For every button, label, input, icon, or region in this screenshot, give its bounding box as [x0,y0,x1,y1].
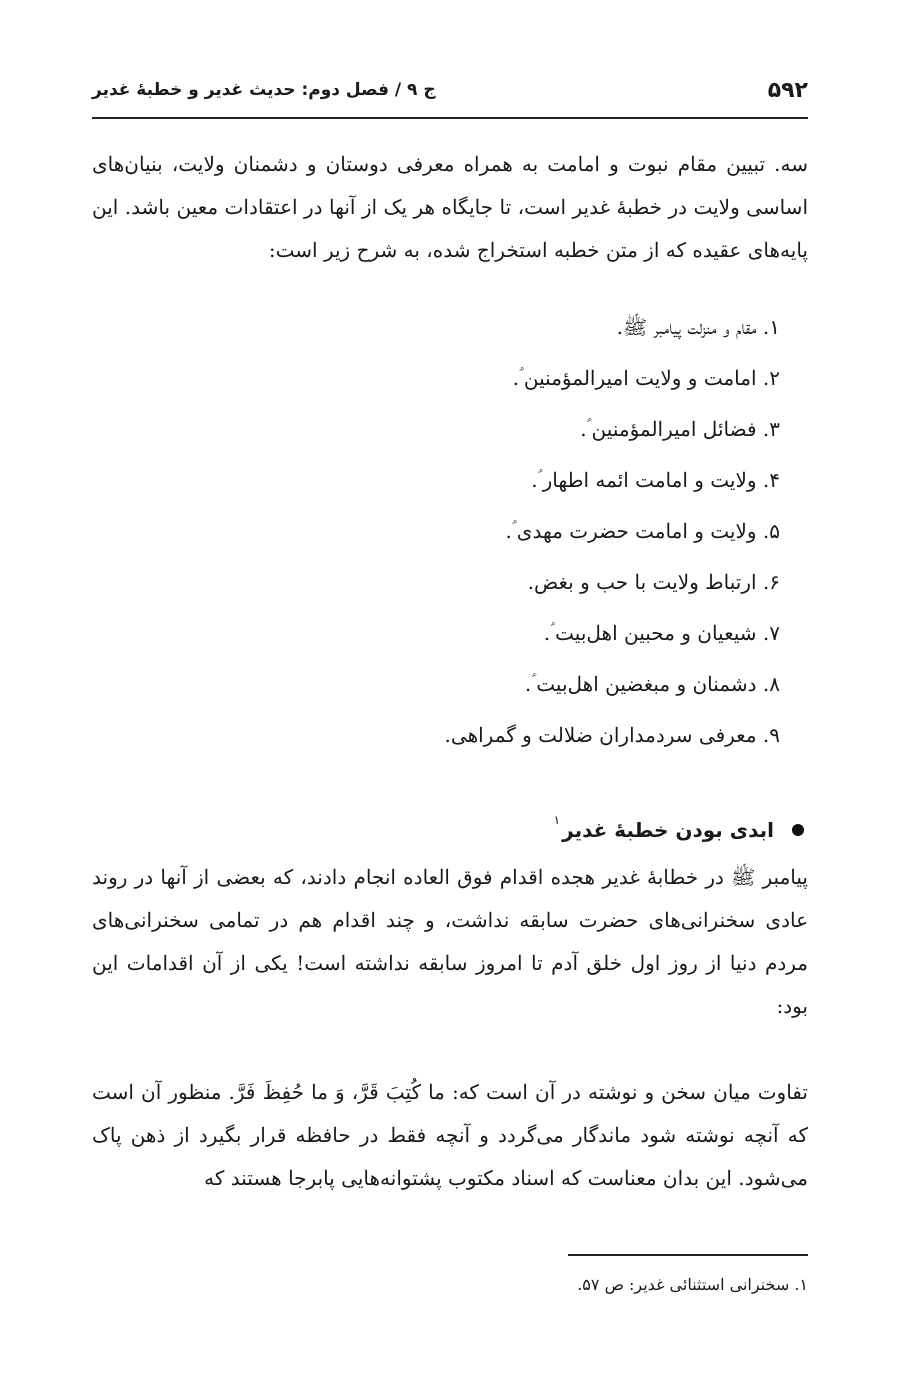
page-header [92,74,808,106]
body-paragraph-1: پیامبر ﷺ در خطابهٔ غدیر هجده اقدام فوق العاده انجام دادند، که بعضی از آنها در روند عادی سخنرانی‌های حضرت سابقه نداشت، و چند اقدام هم در تمامی سخنرانی‌های مردم دنیا از روز اول خلق آدم تا امروز سابقه نداشته است! یکی از آن اقدامات این بود: [92,865,808,1018]
footnote-rule [568,1254,808,1256]
bullet-icon [792,824,804,836]
belief-list [445,302,780,761]
list-item: ۱. مقام و منزلت پیامبر ﷺ. [616,315,780,339]
list-item: ۶. ارتباط ولایت با حب و بغض. [527,570,780,594]
running-head: ج ۹ / فصل دوم: حدیث غدیر و خطبهٔ غدیر [92,80,436,100]
list-item: ۹. معرفی سردمداران ضلالت و گمراهی. [444,723,780,747]
section-heading-text: ابدی بودن خطبهٔ غدیر [562,818,774,842]
book-page [92,0,808,1390]
header-rule [92,117,808,119]
list-item: ۷. شیعیان و محبین اهل‌بیت ؑ. [543,621,780,645]
list-item: ۴. ولایت و امامت ائمه اطهار ؑ. [531,468,780,492]
list-item: ۳. فضائل امیرالمؤمنین ؑ. [580,417,780,441]
list-item: ۲. امامت و ولایت امیرالمؤمنین ؑ. [512,366,780,390]
footnote-reference[interactable]: ۱ [553,813,561,827]
footnote: ۱. سخنرانی استثنائی غدیر: ص ۵۷. [577,1275,808,1294]
list-item: ۵. ولایت و امامت حضرت مهدی ؑ. [505,519,780,543]
intro-paragraph: سه. تبیین مقام نبوت و امامت به همراه معرفی دوستان و دشمنان ولایت، بنیان‌های اساسی ولایت در خطبهٔ غدیر است، تا جایگاه هر یک از آنها در اعتقادات معین باشد. این پایه‌های عقیده که از متن خطبه استخراج شده، به شرح زیر است: [92,152,808,262]
section-heading [92,808,808,852]
list-item: ۸. دشمنان و مبغضین اهل‌بیت ؑ. [524,672,780,696]
body-paragraph-2: تفاوت میان سخن و نوشته در آن است که: ما کُتِبَ قَرَّ، وَ ما حُفِظَ فَرَّ. منظور آن است که آنچه نوشته شود ماندگار می‌گردد و آنچه فقط در حافظه قرار بگیرد از ذهن پاک می‌شود. این بدان معناست که اسناد مکتوب پشتوانه‌هایی پابرجا هستند که [92,1080,808,1190]
page-number: ۵۹۲ [767,77,808,103]
